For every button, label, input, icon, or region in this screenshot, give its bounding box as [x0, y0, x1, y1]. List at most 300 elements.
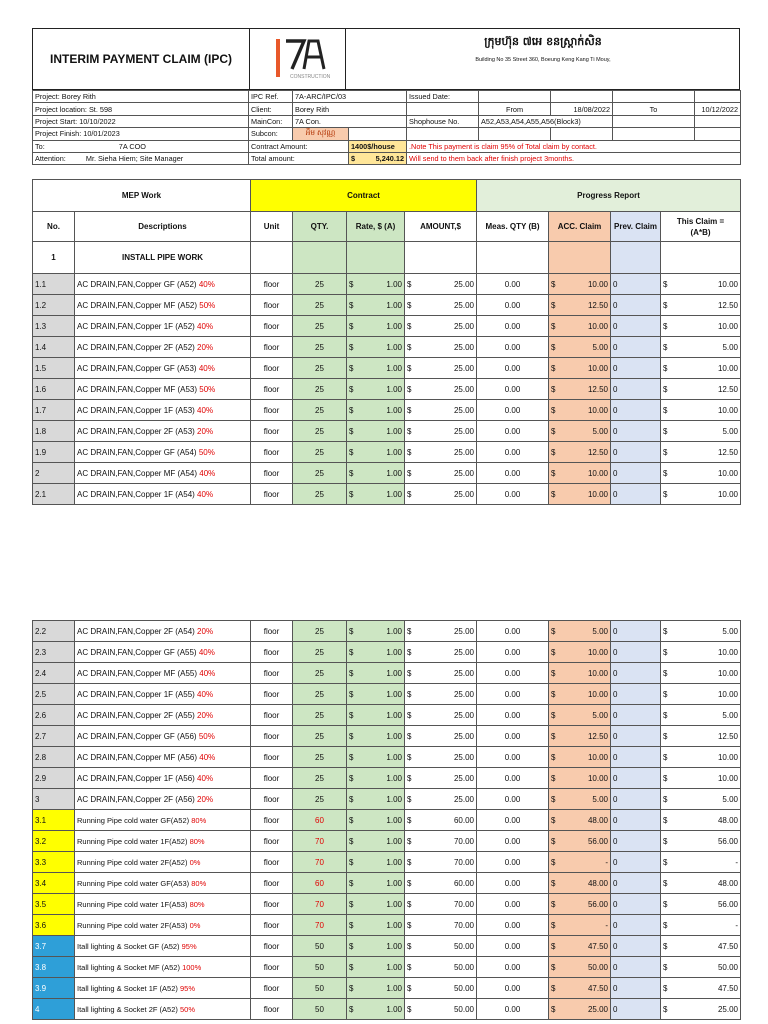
- progress-percent: 40%: [198, 647, 215, 657]
- row-acc-claim: $ 10.00: [549, 768, 611, 789]
- row-acc-claim: $ 10.00: [549, 358, 611, 379]
- row-amount: $ 50.00: [405, 957, 477, 978]
- row-this-claim: $ 48.00: [661, 873, 741, 894]
- row-number: 1.3: [33, 316, 75, 337]
- row-unit: floor: [251, 274, 293, 295]
- row-this-claim: $ 10.00: [661, 316, 741, 337]
- row-number: 1.8: [33, 421, 75, 442]
- row-rate: $ 1.00: [347, 379, 405, 400]
- row-number: 2.2: [33, 621, 75, 642]
- table-row: [33, 316, 741, 337]
- note-return: Will send to them back after finish project 3months.: [407, 152, 741, 164]
- row-this-claim: $ 10.00: [661, 768, 741, 789]
- row-meas-qty: 0.00: [477, 810, 549, 831]
- row-amount: $ 25.00: [405, 663, 477, 684]
- row-prev-claim: 0: [611, 810, 661, 831]
- row-description: AC DRAIN,FAN,Copper GF (A55) 40%: [75, 642, 251, 663]
- row-amount: $ 25.00: [405, 705, 477, 726]
- issued-date-label: Issued Date:: [407, 91, 479, 103]
- row-acc-claim: $ 5.00: [549, 705, 611, 726]
- row-qty: 25: [293, 379, 347, 400]
- row-rate: $ 1.00: [347, 831, 405, 852]
- row-unit: floor: [251, 999, 293, 1020]
- row-rate: $ 1.00: [347, 484, 405, 505]
- row-unit: floor: [251, 316, 293, 337]
- claim-table-page-2: [32, 620, 741, 1020]
- row-unit: floor: [251, 621, 293, 642]
- logo-7a-icon: [250, 29, 346, 89]
- row-prev-claim: 0: [611, 978, 661, 999]
- row-rate: $ 1.00: [347, 684, 405, 705]
- row-meas-qty: 0.00: [477, 316, 549, 337]
- row-prev-claim: 0: [611, 642, 661, 663]
- row-unit: floor: [251, 463, 293, 484]
- subcon-label: Subcon:: [249, 128, 293, 140]
- row-rate: $ 1.00: [347, 337, 405, 358]
- row-meas-qty: 0.00: [477, 684, 549, 705]
- contract-heading: Contract: [251, 180, 477, 212]
- row-qty: 25: [293, 400, 347, 421]
- mep-work-heading: MEP Work: [33, 180, 251, 212]
- row-number: 2.3: [33, 642, 75, 663]
- row-number: 2.1: [33, 484, 75, 505]
- row-prev-claim: 0: [611, 684, 661, 705]
- row-number: 2.6: [33, 705, 75, 726]
- row-qty: 25: [293, 316, 347, 337]
- progress-percent: 40%: [197, 773, 214, 783]
- row-acc-claim: $ 48.00: [549, 873, 611, 894]
- row-meas-qty: 0.00: [477, 768, 549, 789]
- progress-percent: 20%: [197, 342, 214, 352]
- row-description: Running Pipe cold water 1F(A53) 80%: [75, 894, 251, 915]
- row-prev-claim: 0: [611, 852, 661, 873]
- row-qty: 25: [293, 747, 347, 768]
- row-number: 1.1: [33, 274, 75, 295]
- row-rate: $ 1.00: [347, 894, 405, 915]
- table-row: [33, 484, 741, 505]
- row-meas-qty: 0.00: [477, 915, 549, 936]
- row-prev-claim: 0: [611, 873, 661, 894]
- header-block: [32, 28, 740, 90]
- row-rate: $ 1.00: [347, 663, 405, 684]
- row-unit: floor: [251, 295, 293, 316]
- row-acc-claim: $ 5.00: [549, 789, 611, 810]
- total-amount-value: $ 5,240.12: [349, 152, 407, 164]
- client-label: Client:: [249, 103, 293, 115]
- row-meas-qty: 0.00: [477, 337, 549, 358]
- row-unit: floor: [251, 379, 293, 400]
- row-prev-claim: 0: [611, 999, 661, 1020]
- row-unit: floor: [251, 358, 293, 379]
- row-meas-qty: 0.00: [477, 978, 549, 999]
- table-row: [33, 873, 741, 894]
- ipc-ref-label: IPC Ref.: [249, 91, 293, 103]
- row-number: 3.5: [33, 894, 75, 915]
- row-unit: floor: [251, 337, 293, 358]
- row-rate: $ 1.00: [347, 726, 405, 747]
- row-qty: 25: [293, 768, 347, 789]
- row-rate: $ 1.00: [347, 810, 405, 831]
- row-meas-qty: 0.00: [477, 999, 549, 1020]
- row-unit: floor: [251, 957, 293, 978]
- row-rate: $ 1.00: [347, 442, 405, 463]
- row-this-claim: $ 5.00: [661, 337, 741, 358]
- progress-percent: 40%: [199, 752, 216, 762]
- row-unit: floor: [251, 894, 293, 915]
- table-row: [33, 295, 741, 316]
- row-description: AC DRAIN,FAN,Copper GF (A56) 50%: [75, 726, 251, 747]
- row-acc-claim: $ 5.00: [549, 621, 611, 642]
- row-rate: $ 1.00: [347, 642, 405, 663]
- row-description: AC DRAIN,FAN,Copper MF (A56) 40%: [75, 747, 251, 768]
- shophouse-value: A52,A53,A54,A55,A56(Block3): [479, 115, 613, 127]
- row-acc-claim: $ 10.00: [549, 463, 611, 484]
- row-acc-claim: $ 48.00: [549, 810, 611, 831]
- row-description: AC DRAIN,FAN,Copper 1F (A56) 40%: [75, 768, 251, 789]
- row-this-claim: $ 10.00: [661, 484, 741, 505]
- row-acc-claim: $ 12.50: [549, 295, 611, 316]
- row-unit: floor: [251, 726, 293, 747]
- row-acc-claim: $ 5.00: [549, 421, 611, 442]
- row-description: AC DRAIN,FAN,Copper 1F (A54) 40%: [75, 484, 251, 505]
- row-unit: floor: [251, 400, 293, 421]
- row-this-claim: $ 48.00: [661, 810, 741, 831]
- row-this-claim: $ 10.00: [661, 747, 741, 768]
- row-qty: 25: [293, 642, 347, 663]
- row-unit: floor: [251, 747, 293, 768]
- row-prev-claim: 0: [611, 936, 661, 957]
- row-number: 2: [33, 463, 75, 484]
- row-prev-claim: 0: [611, 295, 661, 316]
- row-amount: $ 25.00: [405, 747, 477, 768]
- row-amount: $ 70.00: [405, 915, 477, 936]
- table-row: [33, 705, 741, 726]
- row-unit: floor: [251, 810, 293, 831]
- row-prev-claim: 0: [611, 358, 661, 379]
- row-acc-claim: $ 12.50: [549, 379, 611, 400]
- progress-percent: 0%: [189, 920, 201, 930]
- table-row: [33, 999, 741, 1020]
- row-unit: floor: [251, 663, 293, 684]
- row-number: 1.2: [33, 295, 75, 316]
- row-this-claim: $ 12.50: [661, 442, 741, 463]
- row-meas-qty: 0.00: [477, 379, 549, 400]
- row-rate: $ 1.00: [347, 463, 405, 484]
- maincon-label: MainCon:: [249, 115, 293, 127]
- row-acc-claim: $ 10.00: [549, 684, 611, 705]
- row-prev-claim: 0: [611, 337, 661, 358]
- progress-percent: 100%: [182, 962, 202, 972]
- row-prev-claim: 0: [611, 915, 661, 936]
- row-description: Running Pipe cold water 1F(A52) 80%: [75, 831, 251, 852]
- row-meas-qty: 0.00: [477, 705, 549, 726]
- row-amount: $ 50.00: [405, 936, 477, 957]
- row-this-claim: $ 12.50: [661, 295, 741, 316]
- row-meas-qty: 0.00: [477, 463, 549, 484]
- row-description: Running Pipe cold water 2F(A53) 0%: [75, 915, 251, 936]
- row-prev-claim: 0: [611, 484, 661, 505]
- table-row: [33, 400, 741, 421]
- row-rate: $ 1.00: [347, 421, 405, 442]
- project-name: Project: Borey Rith: [33, 91, 249, 103]
- row-rate: $ 1.00: [347, 915, 405, 936]
- progress-percent: 50%: [198, 731, 215, 741]
- row-number: 2.7: [33, 726, 75, 747]
- row-number: 1.4: [33, 337, 75, 358]
- document-page-2: [32, 620, 740, 1024]
- row-qty: 25: [293, 274, 347, 295]
- row-meas-qty: 0.00: [477, 852, 549, 873]
- table-row: [33, 663, 741, 684]
- progress-percent: 40%: [199, 468, 216, 478]
- row-amount: $ 25.00: [405, 358, 477, 379]
- row-qty: 25: [293, 726, 347, 747]
- table-row: [33, 789, 741, 810]
- row-prev-claim: 0: [611, 894, 661, 915]
- row-this-claim: $ 5.00: [661, 789, 741, 810]
- row-meas-qty: 0.00: [477, 642, 549, 663]
- row-number: 2.4: [33, 663, 75, 684]
- row-qty: 70: [293, 894, 347, 915]
- row-description: Itall lighting & Socket MF (A52) 100%: [75, 957, 251, 978]
- to-label: To: [613, 103, 695, 115]
- row-prev-claim: 0: [611, 768, 661, 789]
- row-description: Itall lighting & Socket 1F (A52) 95%: [75, 978, 251, 999]
- progress-percent: 50%: [179, 1004, 195, 1014]
- row-number: 1.5: [33, 358, 75, 379]
- row-acc-claim: $ 10.00: [549, 747, 611, 768]
- attention-row: Attention: Mr. Sieha Hiem; Site Manager: [33, 152, 249, 164]
- progress-percent: 40%: [198, 363, 215, 373]
- to-row: To: 7A COO: [33, 140, 249, 152]
- company-address: Building No 35 Street 360, Boeung Keng Kang Ti Mouy,: [475, 57, 611, 63]
- row-description: AC DRAIN,FAN,Copper 2F (A56) 20%: [75, 789, 251, 810]
- table-row: [33, 768, 741, 789]
- row-amount: $ 25.00: [405, 684, 477, 705]
- col-unit: Unit: [251, 212, 293, 242]
- col-this-claim: This Claim = (A*B): [661, 212, 741, 242]
- row-qty: 25: [293, 421, 347, 442]
- row-amount: $ 25.00: [405, 337, 477, 358]
- progress-percent: 40%: [197, 405, 214, 415]
- row-prev-claim: 0: [611, 726, 661, 747]
- row-rate: $ 1.00: [347, 621, 405, 642]
- progress-percent: 95%: [181, 941, 197, 951]
- row-acc-claim: $ 47.50: [549, 936, 611, 957]
- row-number: 3.6: [33, 915, 75, 936]
- row-meas-qty: 0.00: [477, 421, 549, 442]
- row-meas-qty: 0.00: [477, 442, 549, 463]
- row-qty: 60: [293, 810, 347, 831]
- row-number: 3: [33, 789, 75, 810]
- attention-value: Mr. Sieha Hiem; Site Manager: [85, 154, 184, 164]
- row-rate: $ 1.00: [347, 789, 405, 810]
- to-value: 7A COO: [118, 141, 146, 151]
- row-amount: $ 25.00: [405, 421, 477, 442]
- row-this-claim: $ 10.00: [661, 642, 741, 663]
- company-info: [345, 29, 740, 89]
- row-amount: $ 25.00: [405, 400, 477, 421]
- row-number: 1.9: [33, 442, 75, 463]
- row-acc-claim: $ 5.00: [549, 337, 611, 358]
- table-row: [33, 379, 741, 400]
- row-this-claim: $ 10.00: [661, 684, 741, 705]
- row-rate: $ 1.00: [347, 852, 405, 873]
- col-qty: QTY.: [293, 212, 347, 242]
- row-unit: floor: [251, 852, 293, 873]
- row-qty: 50: [293, 978, 347, 999]
- table-row: [33, 421, 741, 442]
- table-row: [33, 442, 741, 463]
- progress-percent: 20%: [197, 626, 214, 636]
- row-qty: 50: [293, 936, 347, 957]
- contract-amount-value: 1400$/house: [349, 140, 407, 152]
- row-prev-claim: 0: [611, 274, 661, 295]
- progress-percent: 50%: [199, 300, 216, 310]
- table-row: [33, 726, 741, 747]
- row-acc-claim: $ 10.00: [549, 642, 611, 663]
- row-unit: floor: [251, 684, 293, 705]
- row-number: 1.7: [33, 400, 75, 421]
- progress-percent: 40%: [199, 668, 216, 678]
- row-description: AC DRAIN,FAN,Copper GF (A54) 50%: [75, 442, 251, 463]
- row-description: AC DRAIN,FAN,Copper MF (A54) 40%: [75, 463, 251, 484]
- row-qty: 25: [293, 621, 347, 642]
- row-description: AC DRAIN,FAN,Copper MF (A52) 50%: [75, 295, 251, 316]
- row-description: Running Pipe cold water 2F(A52) 0%: [75, 852, 251, 873]
- row-qty: 25: [293, 337, 347, 358]
- row-qty: 70: [293, 915, 347, 936]
- row-qty: 60: [293, 873, 347, 894]
- row-description: AC DRAIN,FAN,Copper 1F (A53) 40%: [75, 400, 251, 421]
- row-acc-claim: $ 47.50: [549, 978, 611, 999]
- row-number: 3.8: [33, 957, 75, 978]
- progress-percent: 80%: [189, 899, 205, 909]
- row-prev-claim: 0: [611, 747, 661, 768]
- row-qty: 25: [293, 789, 347, 810]
- total-amount-label: Total amount:: [249, 152, 349, 164]
- company-logo: [249, 29, 346, 89]
- row-rate: $ 1.00: [347, 316, 405, 337]
- row-amount: $ 70.00: [405, 852, 477, 873]
- table-row: [33, 747, 741, 768]
- row-amount: $ 50.00: [405, 978, 477, 999]
- row-description: Running Pipe cold water GF(A53) 80%: [75, 873, 251, 894]
- row-acc-claim: $ 25.00: [549, 999, 611, 1020]
- row-description: Itall lighting & Socket GF (A52) 95%: [75, 936, 251, 957]
- row-unit: floor: [251, 915, 293, 936]
- row-qty: 25: [293, 663, 347, 684]
- row-description: AC DRAIN,FAN,Copper 1F (A55) 40%: [75, 684, 251, 705]
- row-prev-claim: 0: [611, 379, 661, 400]
- ipc-ref-value: 7A-ARC/IPC/03: [293, 91, 407, 103]
- row-prev-claim: 0: [611, 957, 661, 978]
- row-unit: floor: [251, 705, 293, 726]
- row-amount: $ 60.00: [405, 873, 477, 894]
- row-unit: floor: [251, 789, 293, 810]
- row-amount: $ 25.00: [405, 274, 477, 295]
- row-this-claim: $ 56.00: [661, 831, 741, 852]
- col-amount: AMOUNT,$: [405, 212, 477, 242]
- row-amount: $ 25.00: [405, 726, 477, 747]
- table-row: [33, 852, 741, 873]
- row-qty: 25: [293, 484, 347, 505]
- row-rate: $ 1.00: [347, 873, 405, 894]
- project-location: Project location: St. 598: [33, 103, 249, 115]
- row-amount: $ 25.00: [405, 621, 477, 642]
- row-meas-qty: 0.00: [477, 621, 549, 642]
- col-prev-claim: Prev. Claim: [611, 212, 661, 242]
- row-prev-claim: 0: [611, 442, 661, 463]
- row-rate: $ 1.00: [347, 978, 405, 999]
- row-rate: $ 1.00: [347, 936, 405, 957]
- section-no: 1: [33, 242, 75, 274]
- row-acc-claim: $ 10.00: [549, 663, 611, 684]
- row-unit: floor: [251, 768, 293, 789]
- row-number: 3.7: [33, 936, 75, 957]
- row-description: AC DRAIN,FAN,Copper GF (A53) 40%: [75, 358, 251, 379]
- row-qty: 25: [293, 295, 347, 316]
- table-row: [33, 894, 741, 915]
- row-amount: $ 25.00: [405, 379, 477, 400]
- row-this-claim: $ 10.00: [661, 663, 741, 684]
- row-prev-claim: 0: [611, 831, 661, 852]
- row-amount: $ 25.00: [405, 768, 477, 789]
- row-meas-qty: 0.00: [477, 789, 549, 810]
- row-number: 2.9: [33, 768, 75, 789]
- row-description: Itall lighting & Socket 2F (A52) 50%: [75, 999, 251, 1020]
- project-start: Project Start: 10/10/2022: [33, 115, 249, 127]
- progress-report-heading: Progress Report: [477, 180, 741, 212]
- project-finish: Project Finish: 10/01/2023: [33, 128, 249, 140]
- row-description: AC DRAIN,FAN,Copper 2F (A55) 20%: [75, 705, 251, 726]
- row-unit: floor: [251, 442, 293, 463]
- row-this-claim: $ 47.50: [661, 936, 741, 957]
- row-number: 3.4: [33, 873, 75, 894]
- row-amount: $ 70.00: [405, 831, 477, 852]
- progress-percent: 40%: [197, 489, 214, 499]
- progress-percent: 80%: [191, 815, 207, 825]
- progress-percent: 80%: [191, 878, 207, 888]
- table-row: [33, 936, 741, 957]
- row-this-claim: $ 5.00: [661, 705, 741, 726]
- row-rate: $ 1.00: [347, 274, 405, 295]
- section-title: INSTALL PIPE WORK: [75, 242, 251, 274]
- row-qty: 50: [293, 999, 347, 1020]
- row-this-claim: $ 5.00: [661, 621, 741, 642]
- row-unit: floor: [251, 421, 293, 442]
- row-unit: floor: [251, 936, 293, 957]
- col-no: No.: [33, 212, 75, 242]
- row-prev-claim: 0: [611, 663, 661, 684]
- progress-percent: 40%: [198, 279, 215, 289]
- row-qty: 50: [293, 957, 347, 978]
- row-prev-claim: 0: [611, 789, 661, 810]
- row-this-claim: $ 10.00: [661, 274, 741, 295]
- row-meas-qty: 0.00: [477, 358, 549, 379]
- row-rate: $ 1.00: [347, 358, 405, 379]
- row-unit: floor: [251, 642, 293, 663]
- row-rate: $ 1.00: [347, 295, 405, 316]
- progress-percent: 20%: [197, 426, 214, 436]
- info-table: [32, 90, 741, 165]
- row-this-claim: $ 5.00: [661, 421, 741, 442]
- table-row: [33, 957, 741, 978]
- col-rate: Rate, $ (A): [347, 212, 405, 242]
- maincon-value: 7A Con.: [293, 115, 407, 127]
- row-this-claim: $ -: [661, 852, 741, 873]
- row-meas-qty: 0.00: [477, 873, 549, 894]
